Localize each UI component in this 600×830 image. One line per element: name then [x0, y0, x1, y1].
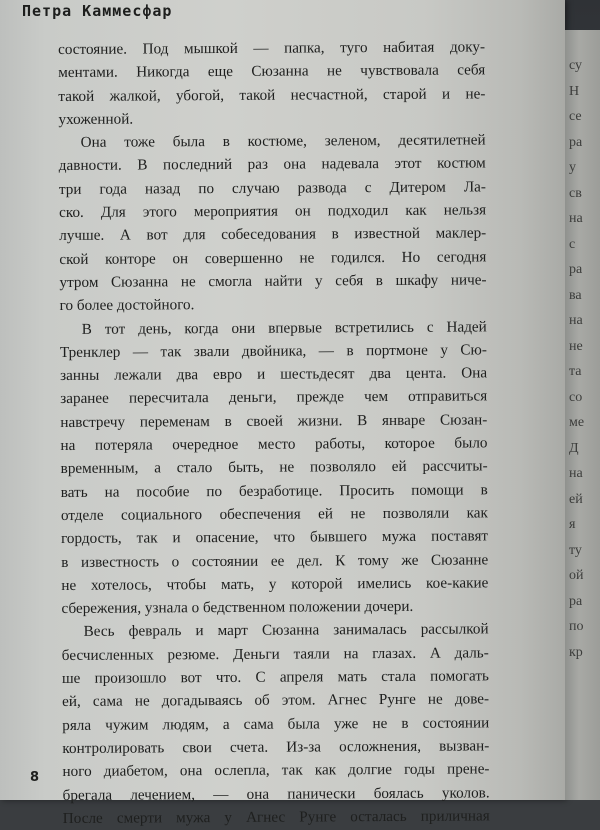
- text-line: ше произошло вот что. С апреля мать стала помогать: [61, 667, 489, 688]
- text-line: Она тоже была в костюме, зеленом, десятилетней: [80, 131, 486, 152]
- text-line: ско. Для этого мероприятия он подходил как нельзя: [59, 201, 487, 222]
- adjacent-page-fragment: у: [569, 160, 576, 175]
- text-line: навстречу переменам в своей жизни. В январе Сюзан-: [60, 411, 488, 431]
- adjacent-page-fragment: на: [569, 211, 583, 226]
- text-line: временным, а стало быть, не позволяло ей рассчиты-: [60, 457, 488, 478]
- adjacent-page-fragment: я: [569, 517, 576, 532]
- adjacent-page-fragment: ей: [569, 491, 583, 507]
- running-header: Петра Каммесфар: [22, 2, 173, 20]
- text-line: ской конторе он совершенно не годился. Но сегодня: [59, 248, 487, 268]
- adjacent-page-fragment: та: [569, 364, 582, 379]
- text-line: гордость, так и опасение, что бывшего мужа поставят: [61, 527, 489, 548]
- text-line: ного диабетом, она ослепла, так как долгие годы прене-: [62, 760, 490, 781]
- text-line: ряла чужим людям, а сама была уже не в состоянии: [62, 713, 490, 734]
- adjacent-page-fragment: со: [569, 389, 583, 405]
- text-line: вать на пособие по безработице. Просить помощи в: [60, 481, 488, 501]
- adjacent-page-fragment: ва: [569, 287, 582, 303]
- text-line: утром Сюзанна не смогла найти у себя в шкафу ниче-: [59, 271, 487, 291]
- text-line: три года назад по случаю развода с Дитером Ла-: [58, 178, 486, 198]
- text-line: контролировать свои счета. Из-за осложнения, вызван-: [62, 737, 490, 757]
- adjacent-page-fragment: Н: [569, 83, 580, 99]
- adjacent-page-fragment: на: [569, 313, 583, 328]
- text-line: заранее пересчитала деньги, прежде чем отправиться: [60, 387, 488, 408]
- adjacent-page-fragment: ту: [569, 542, 582, 558]
- adjacent-page-fragment: су: [569, 58, 583, 73]
- page-number: 8: [30, 770, 40, 785]
- text-line: брегала лечением, — она панически боялась уколов.: [62, 783, 490, 804]
- paragraph: [58, 35, 486, 131]
- paragraph: [60, 315, 489, 620]
- text-line: такой жалкой, убогой, такой несчастной, старой и не-: [58, 84, 486, 105]
- text-line: в известность о состоянии ее дел. К тому же Сюзанне: [61, 550, 489, 571]
- text-line: В тот день, когда они впервые встретились с Надей: [81, 317, 487, 338]
- adjacent-page-fragment: ра: [569, 262, 583, 277]
- adjacent-page-edge: [565, 30, 600, 800]
- adjacent-page-fragment: се: [569, 109, 582, 124]
- adjacent-page-fragment: на: [569, 466, 583, 481]
- text-line: занны лежали два евро и шестьдесят два цента. Она: [60, 364, 488, 385]
- text-line: Весь февраль и март Сюзанна занималась рассылкой: [83, 620, 489, 641]
- text-line: бесчисленных резюме. Деньги таяли на глазах. А даль-: [61, 644, 489, 664]
- body-text: [58, 35, 490, 830]
- text-line: лучше. А вот для собеседования в известной маклер-: [59, 224, 487, 245]
- text-line: отделе социального обеспечения ей не позволяли как: [60, 504, 488, 524]
- text-line: на потеряла очередное место работы, которое было: [60, 434, 488, 455]
- adjacent-page-fragment: кр: [569, 644, 583, 660]
- paragraph: [62, 618, 490, 830]
- text-line: сбережения, узнала о бедственном положении дочери.: [61, 597, 414, 618]
- text-line: ей, сама не догадываясь об этом. Агнес Рунге не дове-: [62, 690, 490, 711]
- adjacent-page-fragment: ой: [569, 568, 584, 583]
- text-line: не хотелось, чтобы мать, у которой имелись кое-какие: [61, 574, 489, 594]
- paragraph: [59, 129, 487, 318]
- adjacent-page-fragment: с: [569, 236, 576, 252]
- adjacent-page-fragment: ра: [569, 593, 583, 609]
- adjacent-page-fragment: ра: [569, 134, 583, 150]
- text-line: ухоженной.: [58, 110, 134, 128]
- text-line: Тренклер — так звали двойника, — в портмоне у Сю-: [59, 341, 487, 361]
- adjacent-page-fragment: Д: [569, 440, 579, 456]
- text-line: ментами. Никогда еще Сюзанна не чувствовала себя: [58, 61, 486, 82]
- text-line: го более достойного.: [59, 296, 195, 315]
- adjacent-page-fragment: не: [569, 338, 583, 354]
- text-line: После смерти мужа у Агнес Рунге осталась приличная: [62, 807, 490, 827]
- adjacent-page-fragment: по: [569, 619, 584, 634]
- adjacent-page-fragment: ме: [569, 415, 585, 430]
- adjacent-page-fragment: св: [569, 185, 582, 201]
- text-line: давности. В последний раз она надевала этот костюм: [58, 154, 486, 175]
- text-line: состояние. Под мышкой — папка, туго набитая доку-: [58, 38, 486, 58]
